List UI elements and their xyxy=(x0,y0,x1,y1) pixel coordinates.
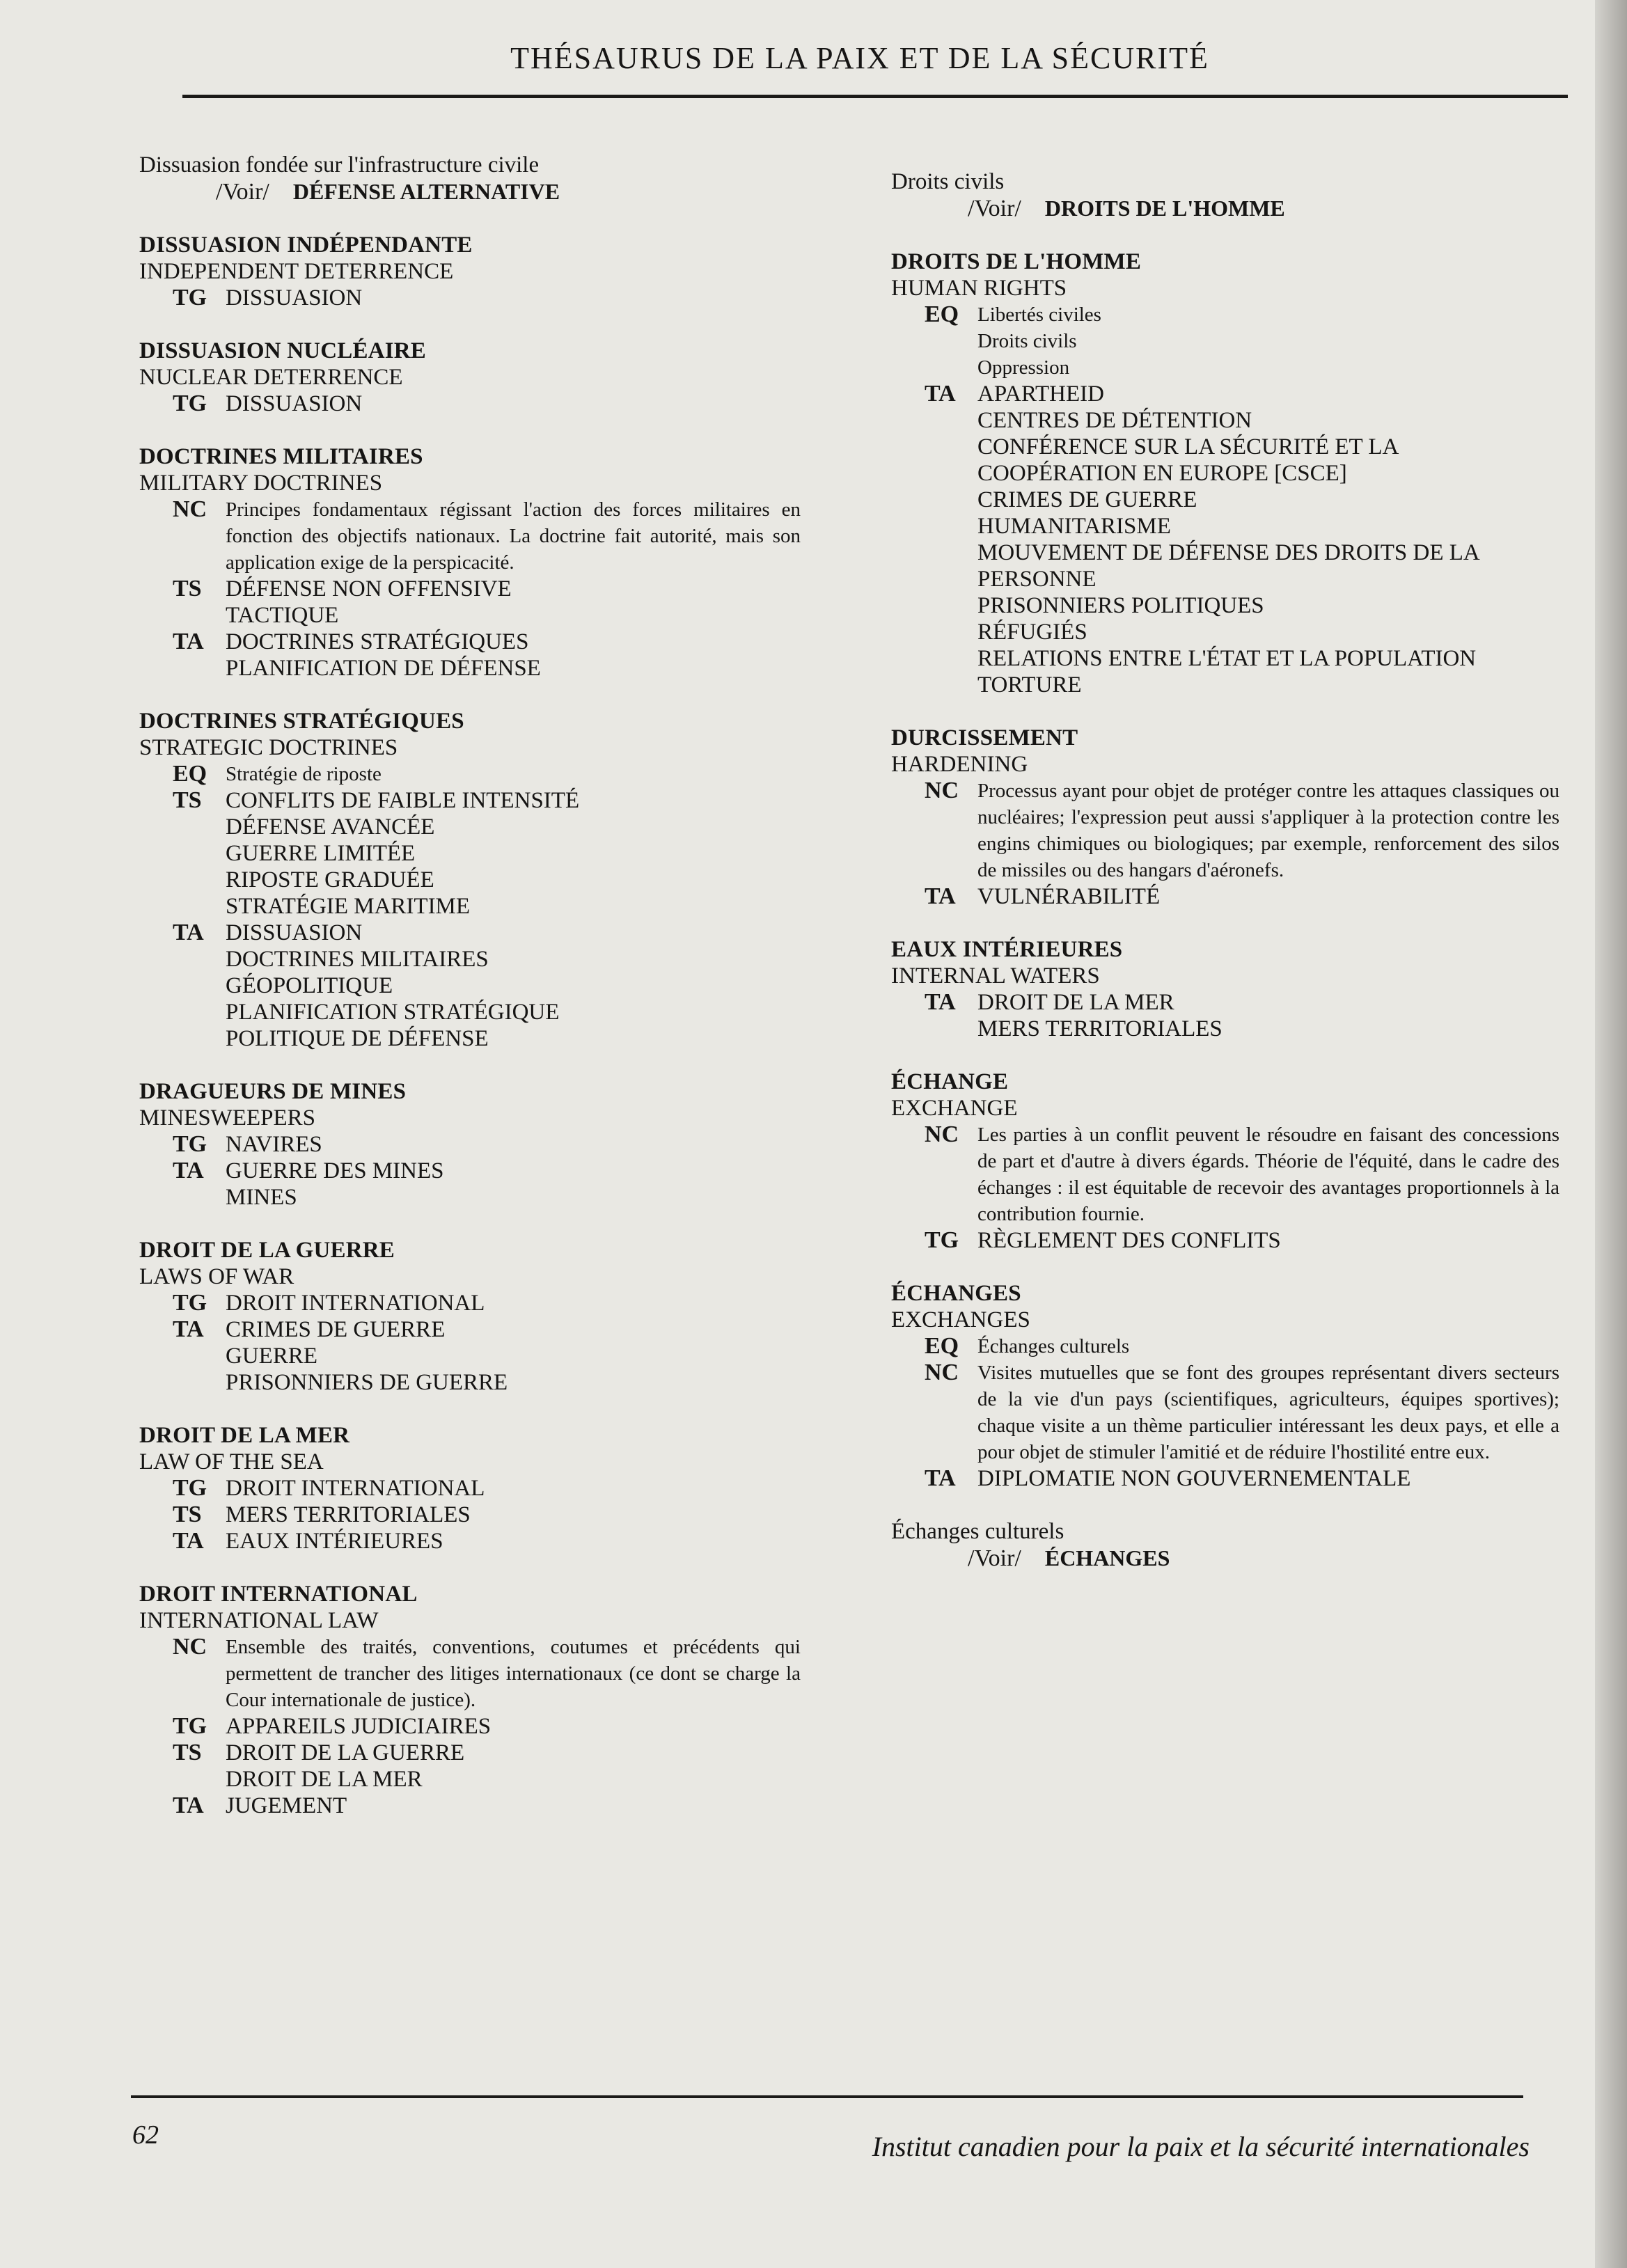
relation-row xyxy=(139,1528,801,1554)
relation-code: TA xyxy=(173,1158,204,1183)
relation-code: TA xyxy=(173,1793,204,1818)
relation-terms xyxy=(226,1502,801,1528)
relation-row xyxy=(139,1475,801,1502)
related-term: DROIT INTERNATIONAL xyxy=(226,1476,485,1501)
relation-code: EQ xyxy=(925,1333,959,1359)
page-number: 62 xyxy=(132,2120,159,2150)
entry-english-equivalent: NUCLEAR DETERRENCE xyxy=(139,365,403,390)
relation-code: TG xyxy=(173,391,207,416)
related-term: MINES xyxy=(226,1185,297,1210)
entry-headword: ÉCHANGE xyxy=(891,1069,1009,1094)
related-term: GUERRE xyxy=(226,1344,317,1369)
related-term: DROIT INTERNATIONAL xyxy=(226,1291,485,1316)
see-reference xyxy=(891,1518,1559,1572)
thesaurus-entry xyxy=(139,232,801,311)
related-term: EAUX INTÉRIEURES xyxy=(226,1529,443,1554)
relation-code: TS xyxy=(173,576,202,601)
thesaurus-entry xyxy=(139,443,801,682)
thesaurus-entry xyxy=(139,1078,801,1211)
relation-row xyxy=(139,1713,801,1740)
related-term: DOCTRINES MILITAIRES xyxy=(226,947,489,972)
related-term: PLANIFICATION STRATÉGIQUE xyxy=(226,1000,560,1025)
see-line xyxy=(891,1545,1559,1572)
related-term: APPAREILS JUDICIAIRES xyxy=(226,1714,492,1739)
thesaurus-entry xyxy=(139,708,801,1052)
related-term: DÉFENSE NON OFFENSIVE xyxy=(226,576,512,601)
related-term: GÉOPOLITIQUE xyxy=(226,973,393,998)
related-term: PRISONNIERS POLITIQUES xyxy=(977,593,1264,618)
relation-code: TA xyxy=(173,1316,204,1342)
entry-headword: DISSUASION NUCLÉAIRE xyxy=(139,338,427,363)
relation-terms xyxy=(226,1290,801,1316)
running-title: THÉSAURUS DE LA PAIX ET DE LA SÉCURITÉ xyxy=(510,41,1209,75)
relation-terms xyxy=(977,1121,1559,1227)
relation-code: NC xyxy=(925,1121,959,1147)
related-term: CRIMES DE GUERRE xyxy=(226,1317,446,1342)
relation-terms xyxy=(226,1475,801,1502)
see-label: /Voir/ xyxy=(216,179,269,205)
relation-code: TG xyxy=(925,1227,959,1253)
relation-row xyxy=(139,629,801,682)
related-term: CENTRES DE DÉTENTION xyxy=(977,408,1252,433)
related-term: APARTHEID xyxy=(977,381,1104,407)
relation-row xyxy=(891,883,1559,910)
see-line xyxy=(139,178,801,205)
relation-row xyxy=(139,576,801,629)
related-term: RÉFUGIÉS xyxy=(977,620,1087,645)
entry-english-equivalent: INTERNATIONAL LAW xyxy=(139,1608,379,1633)
entry-headword: DOCTRINES MILITAIRES xyxy=(139,444,423,469)
relation-terms xyxy=(226,761,801,787)
related-term: PLANIFICATION DE DÉFENSE xyxy=(226,656,541,681)
related-term: MOUVEMENT DE DÉFENSE DES DROITS DE LA PERSONNE xyxy=(977,540,1479,592)
relation-row xyxy=(139,285,801,311)
scope-note: Principes fondamentaux régissant l'action des forces militaires en fonction des objectifs nationaux. La doctrine fait autorité, mais son application exige de la perspicacité. xyxy=(226,498,801,574)
relation-code: TA xyxy=(925,381,956,407)
relation-terms xyxy=(226,576,801,629)
related-term: DISSUASION xyxy=(226,285,363,310)
relation-row xyxy=(139,1158,801,1211)
thesaurus-entry xyxy=(139,1581,801,1819)
relation-code: NC xyxy=(173,1634,207,1660)
relation-row xyxy=(139,1634,801,1713)
left-column xyxy=(139,152,801,1845)
entry-headword: DRAGUEURS DE MINES xyxy=(139,1079,407,1104)
relation-terms xyxy=(226,496,801,576)
thesaurus-entry xyxy=(891,936,1559,1042)
relation-terms xyxy=(977,989,1559,1042)
relation-code: TG xyxy=(173,1290,207,1316)
relation-terms xyxy=(977,1465,1559,1492)
footer-publisher: Institut canadien pour la paix et la sécurité internationales xyxy=(872,2131,1530,2162)
relation-code: TA xyxy=(925,883,956,909)
entry-english-equivalent: LAWS OF WAR xyxy=(139,1264,294,1289)
relation-row xyxy=(139,787,801,920)
scope-note: Visites mutuelles que se font des groupes représentant divers secteurs de la vie d'un pays (scientifiques, agriculteurs, équipes sportives); chaque visite a un thème particulier intéressant les deux pays, et elle a pour objet de stimuler l'amitié et de réduire l'hostilité entre eux. xyxy=(977,1362,1559,1463)
related-term: DISSUASION xyxy=(226,920,363,945)
relation-terms xyxy=(226,920,801,1052)
related-term: DIPLOMATIE NON GOUVERNEMENTALE xyxy=(977,1466,1411,1491)
equivalent-term: Stratégie de riposte xyxy=(226,763,382,785)
entry-english-equivalent: INTERNAL WATERS xyxy=(891,963,1100,989)
entry-headword: DROIT DE LA GUERRE xyxy=(139,1238,395,1263)
relation-row xyxy=(139,391,801,417)
see-line xyxy=(891,195,1559,222)
related-term: DROIT DE LA MER xyxy=(226,1767,423,1792)
see-reference xyxy=(139,152,801,205)
relation-row xyxy=(891,1121,1559,1227)
equivalent-term: Libertés civiles xyxy=(977,304,1101,326)
related-term: RELATIONS ENTRE L'ÉTAT ET LA POPULATION xyxy=(977,646,1477,671)
relation-row xyxy=(139,1316,801,1396)
entry-english-equivalent: HARDENING xyxy=(891,752,1028,777)
entry-english-equivalent: EXCHANGES xyxy=(891,1307,1030,1332)
relation-terms xyxy=(226,1793,801,1819)
relation-code: TS xyxy=(173,787,202,813)
relation-terms xyxy=(226,1713,801,1740)
related-term: TACTIQUE xyxy=(226,603,339,628)
related-term: PRISONNIERS DE GUERRE xyxy=(226,1370,508,1395)
relation-terms xyxy=(226,1634,801,1713)
relation-terms xyxy=(226,787,801,920)
related-term: RIPOSTE GRADUÉE xyxy=(226,867,434,892)
related-term: DOCTRINES STRATÉGIQUES xyxy=(226,629,529,654)
see-term: Droits civils xyxy=(891,169,1005,194)
equivalent-term: Droits civils xyxy=(977,330,1077,352)
related-term: TORTURE xyxy=(977,672,1082,698)
relation-terms xyxy=(977,1333,1559,1360)
relation-code: TA xyxy=(173,920,204,945)
see-label: /Voir/ xyxy=(968,1545,1021,1571)
see-label: /Voir/ xyxy=(968,196,1021,221)
entry-headword: DOCTRINES STRATÉGIQUES xyxy=(139,709,464,734)
relation-terms xyxy=(226,285,801,311)
relation-terms xyxy=(226,1131,801,1158)
relation-code: NC xyxy=(173,496,207,522)
related-term: VULNÉRABILITÉ xyxy=(977,884,1161,909)
entry-headword: DROIT DE LA MER xyxy=(139,1423,350,1448)
related-term: MERS TERRITORIALES xyxy=(977,1016,1223,1041)
see-target: ÉCHANGES xyxy=(1044,1545,1170,1570)
relation-code: TA xyxy=(925,989,956,1015)
relation-code: TG xyxy=(173,285,207,310)
thesaurus-entry xyxy=(139,1422,801,1554)
related-term: HUMANITARISME xyxy=(977,514,1171,539)
equivalent-term: Oppression xyxy=(977,356,1070,379)
relation-row xyxy=(139,761,801,787)
related-term: POLITIQUE DE DÉFENSE xyxy=(226,1026,489,1051)
entry-english-equivalent: EXCHANGE xyxy=(891,1096,1018,1121)
relation-terms xyxy=(226,1158,801,1211)
relation-terms xyxy=(977,883,1559,910)
related-term: CRIMES DE GUERRE xyxy=(977,487,1197,512)
relation-row xyxy=(139,1131,801,1158)
relation-code: NC xyxy=(925,778,959,803)
related-term: CONFÉRENCE SUR LA SÉCURITÉ ET LA COOPÉRATION EN EUROPE [CSCE] xyxy=(977,434,1398,486)
entry-english-equivalent: INDEPENDENT DETERRENCE xyxy=(139,259,454,284)
relation-terms xyxy=(977,1360,1559,1465)
relation-terms xyxy=(977,1227,1559,1254)
relation-code: TG xyxy=(173,1475,207,1501)
related-term: GUERRE DES MINES xyxy=(226,1158,444,1183)
see-target: DROITS DE L'HOMME xyxy=(1044,196,1285,221)
relation-terms xyxy=(226,1740,801,1793)
see-target: DÉFENSE ALTERNATIVE xyxy=(292,179,560,204)
entry-english-equivalent: LAW OF THE SEA xyxy=(139,1449,324,1474)
entry-headword: DURCISSEMENT xyxy=(891,725,1078,750)
relation-code: TA xyxy=(173,629,204,654)
relation-row xyxy=(139,1740,801,1793)
related-term: DISSUASION xyxy=(226,391,363,416)
equivalent-term: Échanges culturels xyxy=(977,1335,1130,1357)
related-term: DROIT DE LA GUERRE xyxy=(226,1740,465,1765)
related-term: NAVIRES xyxy=(226,1132,322,1157)
relation-code: EQ xyxy=(173,761,207,787)
thesaurus-entry xyxy=(891,1280,1559,1492)
entry-english-equivalent: MINESWEEPERS xyxy=(139,1105,316,1131)
relation-terms xyxy=(226,1316,801,1396)
header-rule xyxy=(182,95,1568,98)
footer-rule xyxy=(131,2095,1523,2098)
relation-row xyxy=(139,1502,801,1528)
relation-code: TS xyxy=(173,1502,202,1527)
related-term: MERS TERRITORIALES xyxy=(226,1502,471,1527)
entry-headword: ÉCHANGES xyxy=(891,1281,1021,1306)
related-term: RÈGLEMENT DES CONFLITS xyxy=(977,1228,1281,1253)
related-term: DROIT DE LA MER xyxy=(977,990,1174,1015)
related-term: CONFLITS DE FAIBLE INTENSITÉ xyxy=(226,788,580,813)
see-reference xyxy=(891,168,1559,222)
relation-row xyxy=(891,1465,1559,1492)
relation-code: TA xyxy=(925,1465,956,1491)
entry-english-equivalent: HUMAN RIGHTS xyxy=(891,276,1067,301)
entry-english-equivalent: STRATEGIC DOCTRINES xyxy=(139,735,398,760)
related-term: JUGEMENT xyxy=(226,1793,347,1818)
relation-terms xyxy=(226,391,801,417)
relation-row xyxy=(891,1333,1559,1360)
page-edge-shadow xyxy=(1595,0,1627,2268)
thesaurus-entry xyxy=(139,1237,801,1396)
relation-row xyxy=(891,1360,1559,1465)
relation-terms xyxy=(977,381,1559,698)
related-term: DÉFENSE AVANCÉE xyxy=(226,814,435,840)
see-term: Échanges culturels xyxy=(891,1519,1064,1544)
scope-note: Processus ayant pour objet de protéger contre les attaques classiques ou nucléaires; l'expression peut aussi s'appliquer à la protection contre les engins chimiques ou biologiques; par exemple, renforcement des silos de missiles ou des hangars d'aéronefs. xyxy=(977,780,1559,881)
relation-code: NC xyxy=(925,1360,959,1385)
thesaurus-entry xyxy=(891,249,1559,698)
entry-headword: EAUX INTÉRIEURES xyxy=(891,937,1123,962)
related-term: GUERRE LIMITÉE xyxy=(226,841,416,866)
scope-note: Ensemble des traités, conventions, coutumes et précédents qui permettent de trancher des litiges internationaux (ce dont se charge la Cour internationale de justice). xyxy=(226,1636,801,1711)
see-term: Dissuasion fondée sur l'infrastructure civile xyxy=(139,152,540,178)
relation-terms xyxy=(226,629,801,682)
relation-row xyxy=(891,778,1559,883)
relation-row xyxy=(139,1793,801,1819)
entry-headword: DROITS DE L'HOMME xyxy=(891,249,1142,274)
relation-code: TA xyxy=(173,1528,204,1554)
relation-terms xyxy=(977,301,1559,381)
relation-code: TS xyxy=(173,1740,202,1765)
relation-code: EQ xyxy=(925,301,959,327)
entry-headword: DROIT INTERNATIONAL xyxy=(139,1582,418,1607)
relation-code: TG xyxy=(173,1131,207,1157)
relation-terms xyxy=(977,778,1559,883)
entry-headword: DISSUASION INDÉPENDANTE xyxy=(139,233,473,258)
relation-row xyxy=(891,1227,1559,1254)
thesaurus-entry xyxy=(891,1069,1559,1254)
relation-row xyxy=(891,301,1559,381)
relation-row xyxy=(891,989,1559,1042)
right-column xyxy=(891,168,1559,1598)
related-term: STRATÉGIE MARITIME xyxy=(226,894,471,919)
relation-row xyxy=(891,381,1559,698)
entry-english-equivalent: MILITARY DOCTRINES xyxy=(139,471,383,496)
thesaurus-entry xyxy=(139,338,801,417)
relation-row xyxy=(139,920,801,1052)
scope-note: Les parties à un conflit peuvent le résoudre en faisant des concessions de part et d'autre à divers égards. Théorie de l'équité, dans le cadre des échanges : il est équitable de recevoir des avantages proportionnels à la contribution fournie. xyxy=(977,1124,1559,1225)
thesaurus-entry xyxy=(891,725,1559,910)
relation-code: TG xyxy=(173,1713,207,1739)
relation-row xyxy=(139,1290,801,1316)
relation-row xyxy=(139,496,801,576)
relation-terms xyxy=(226,1528,801,1554)
